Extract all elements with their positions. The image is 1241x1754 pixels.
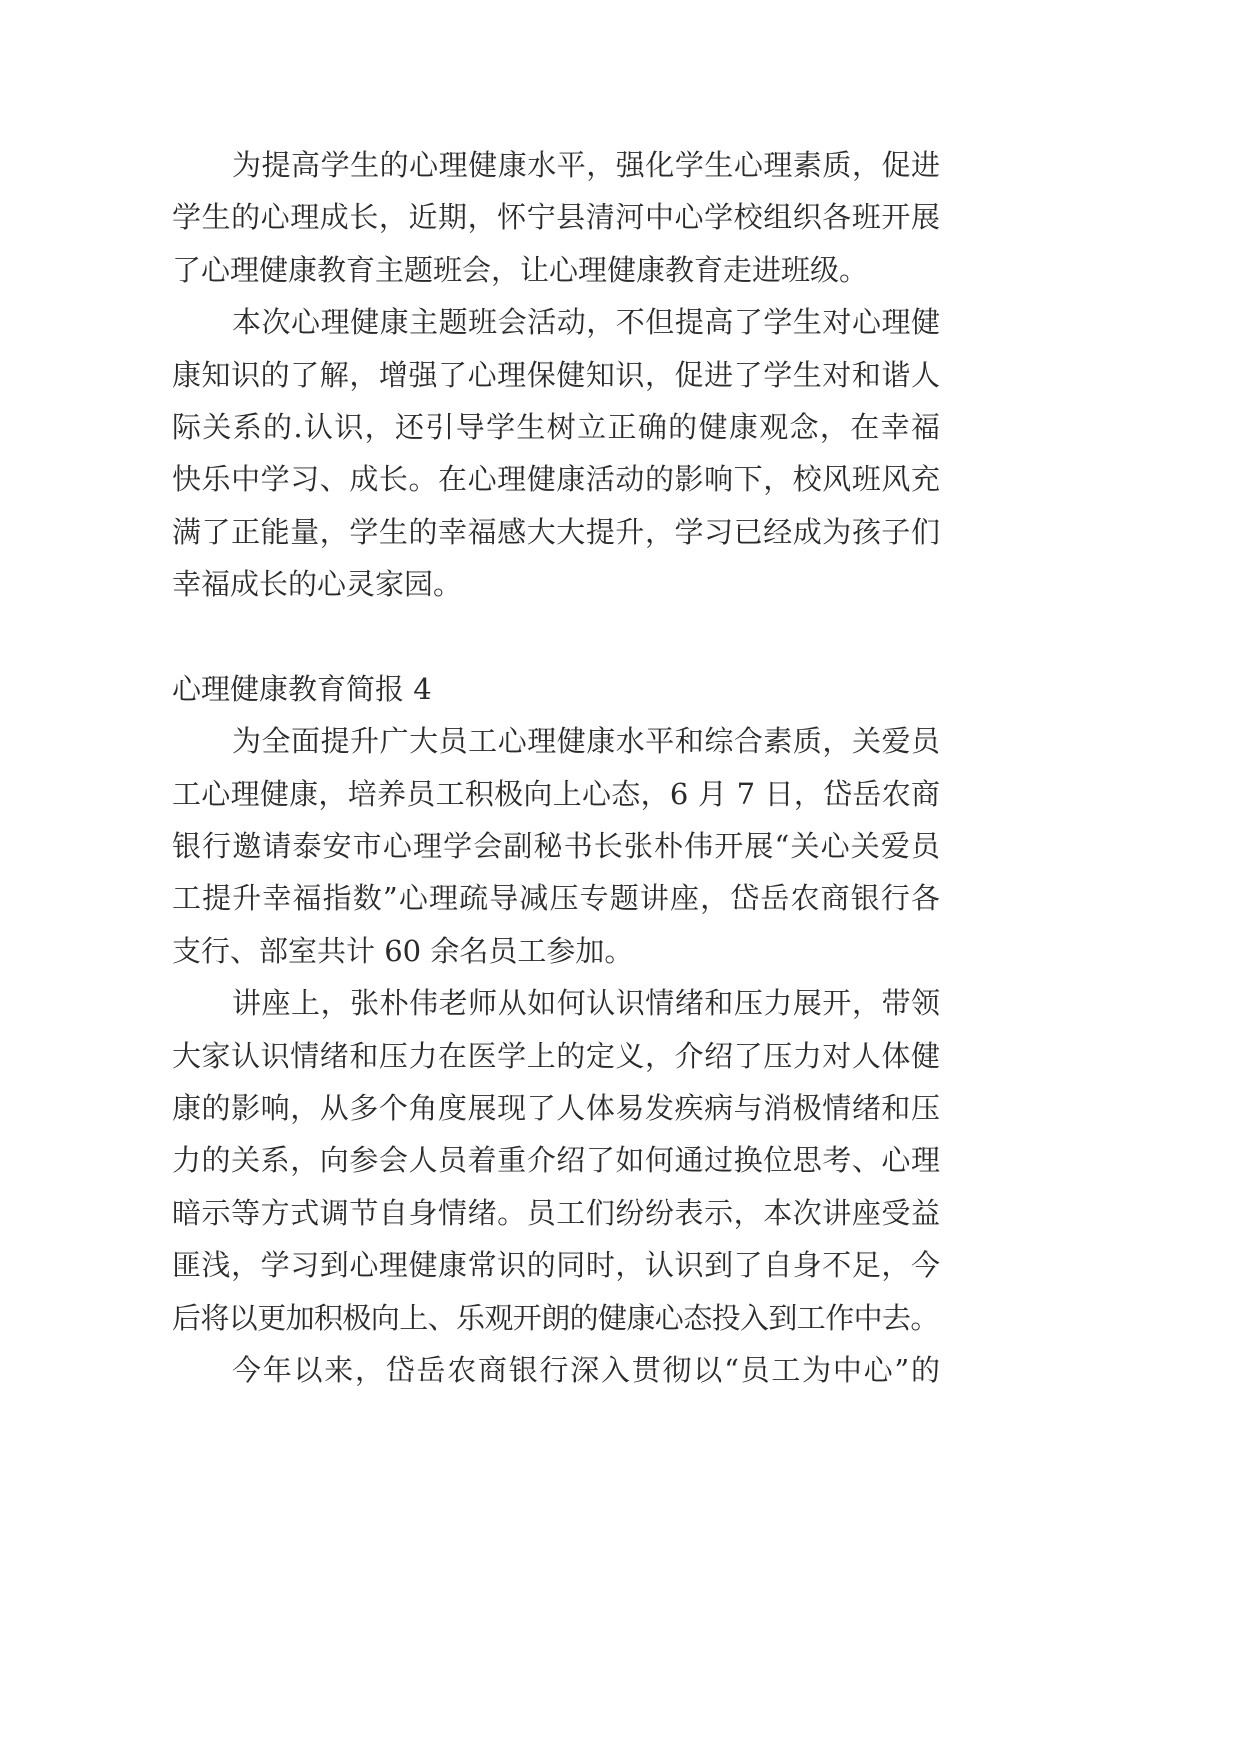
paragraph — [172, 715, 940, 977]
text-line: 际关系的.认识，还引导学生树立正确的健康观念，在幸福 — [172, 409, 940, 444]
text-line: 工提升幸福指数”心理疏导减压专题讲座，岱岳农商银行各 — [172, 881, 940, 916]
text-line: 了心理健康教育主题班会，让心理健康教育走进班级。 — [172, 252, 869, 287]
paragraph — [172, 1344, 940, 1396]
paragraph — [172, 977, 940, 1344]
text-line: 学生的心理成长，近期，怀宁县清河中心学校组织各班开展 — [172, 200, 940, 235]
text-line: 力的关系，向参会人员着重介绍了如何通过换位思考、心理 — [172, 1143, 940, 1178]
text-line: 快乐中学习、成长。在心理健康活动的影响下，校风班风充 — [172, 462, 940, 497]
text-line: 银行邀请泰安市心理学会副秘书长张朴伟开展“关心关爱员 — [172, 829, 940, 864]
text-line: 康知识的了解，增强了心理保健知识，促进了学生对和谐人 — [172, 357, 940, 392]
text-line: 后将以更加积极向上、乐观开朗的健康心态投入到工作中去。 — [172, 1300, 939, 1335]
paragraph — [172, 139, 940, 296]
text-line: 为全面提升广大员工心理健康水平和综合素质，关爱员 — [232, 724, 940, 759]
text-line: 匪浅，学习到心理健康常识的同时，认识到了自身不足，今 — [172, 1248, 940, 1283]
text-line: 讲座上，张朴伟老师从如何认识情绪和压力展开，带领 — [232, 986, 940, 1021]
text-line: 暗示等方式调节自身情绪。员工们纷纷表示，本次讲座受益 — [172, 1195, 940, 1230]
text-line: 今年以来，岱岳农商银行深入贯彻以“员工为中心”的 — [232, 1352, 940, 1387]
section-heading: 心理健康教育简报 4 — [172, 671, 432, 706]
text-line: 大家认识情绪和压力在医学上的定义，介绍了压力对人体健 — [172, 1038, 940, 1073]
text-line: 幸福成长的心灵家园。 — [172, 567, 463, 602]
text-line: 康的影响，从多个角度展现了人体易发疾病与消极情绪和压 — [172, 1091, 940, 1126]
paragraph — [172, 296, 940, 610]
text-line: 工心理健康，培养员工积极向上心态，6 月 7 日，岱岳农商 — [172, 776, 940, 811]
text-line: 本次心理健康主题班会活动，不但提高了学生对心理健 — [232, 305, 940, 340]
text-line: 支行、部室共计 60 余名员工参加。 — [172, 933, 634, 968]
text-line: 为提高学生的心理健康水平，强化学生心理素质，促进 — [232, 148, 940, 182]
text-line: 满了正能量，学生的幸福感大大提升，学习已经成为孩子们 — [172, 514, 940, 549]
document-body — [172, 139, 940, 1396]
